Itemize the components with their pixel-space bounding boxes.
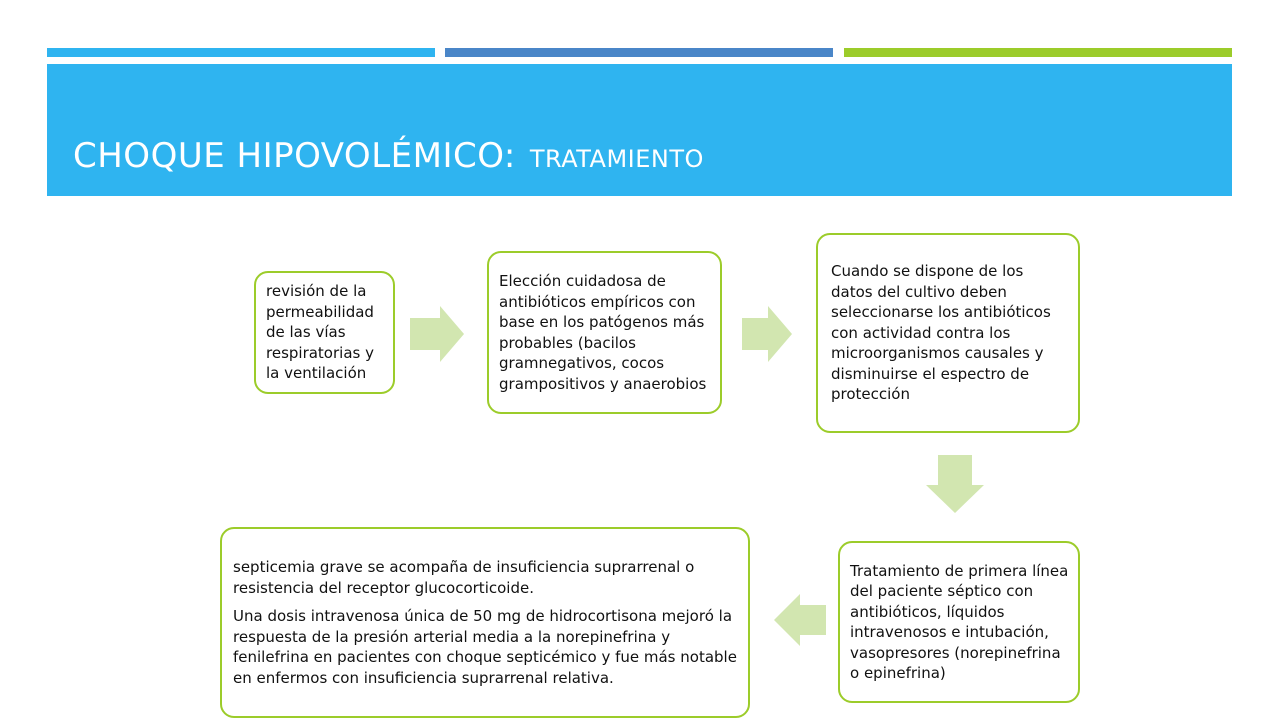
slide-title-sub: TRATAMIENTO bbox=[529, 145, 704, 173]
arrow-right-icon bbox=[410, 306, 464, 362]
title-bar bbox=[47, 64, 1232, 196]
flow-step-2 bbox=[487, 251, 722, 414]
slide-title-main: CHOQUE HIPOVOLÉMICO: bbox=[73, 136, 516, 176]
accent-stripe-green bbox=[844, 48, 1232, 57]
flow-step-3 bbox=[816, 233, 1080, 433]
accent-stripe-dark-blue bbox=[445, 48, 833, 57]
flow-step-4 bbox=[838, 541, 1080, 703]
arrow-right-icon bbox=[742, 306, 792, 362]
accent-stripe-blue bbox=[47, 48, 435, 57]
flow-step-5-paragraph-2: Una dosis intravenosa única de 50 mg de hidrocortisona mejoró la respuesta de la presión arterial media a la norepinefrina y fenilefrina en pacientes con choque septicémico y fue más notable en enfermos con insuficiencia suprarrenal relativa. bbox=[233, 607, 737, 687]
flow-step-5 bbox=[220, 527, 750, 718]
flow-step-1-text: revisión de la permeabilidad de las vías respiratorias y la ventilación bbox=[266, 282, 374, 383]
flow-step-5-paragraph-1: septicemia grave se acompaña de insuficiencia suprarrenal o resistencia del receptor glucocorticoide. bbox=[233, 558, 695, 597]
flow-step-1 bbox=[254, 271, 395, 394]
flow-step-4-text: Tratamiento de primera línea del paciente séptico con antibióticos, líquidos intravenosos e intubación, vasopresores (norepinefrina o epinefrina) bbox=[850, 561, 1069, 682]
flow-step-3-text: Cuando se dispone de los datos del cultivo deben seleccionarse los antibióticos con actividad contra los microorganismos causales y disminuirse el espectro de protección bbox=[831, 262, 1051, 404]
arrow-left-icon bbox=[774, 594, 826, 646]
flow-step-2-text: Elección cuidadosa de antibióticos empíricos con base en los patógenos más probables (bacilos gramnegativos, cocos grampositivos y anaerobios bbox=[499, 272, 707, 393]
slide-title bbox=[73, 136, 704, 176]
arrow-down-icon bbox=[926, 455, 984, 513]
